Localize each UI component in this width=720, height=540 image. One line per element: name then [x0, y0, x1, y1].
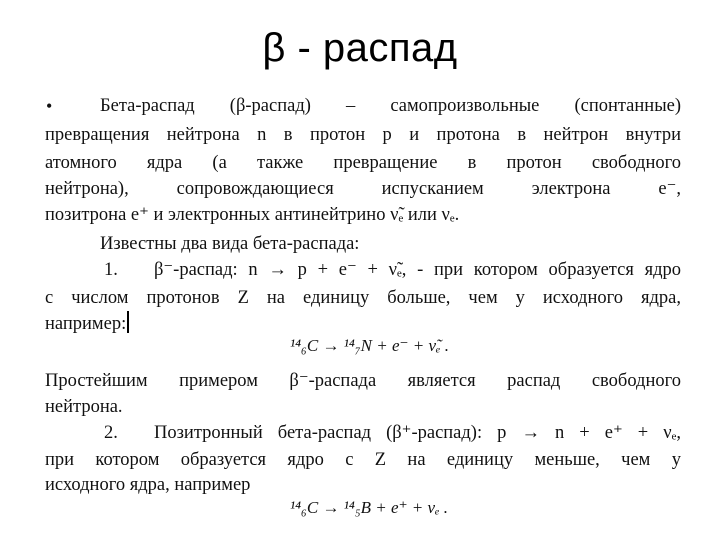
text-line: с числом протонов Z на единицу больше, чем у исходного ядра,	[45, 288, 681, 308]
list-number: 2.	[104, 423, 118, 443]
equation-1: ¹⁴₆C → ¹⁴₇N + e⁻ + ν̃ₑ .	[290, 336, 449, 355]
text-line-content: например:	[45, 314, 127, 334]
text-line: Позитронный бета-распад (β⁺-распад): p → n + e⁺ + νₑ,	[154, 423, 681, 443]
equation-2: ¹⁴₆C → ¹⁴₅B + e⁺ + νₑ .	[290, 498, 449, 517]
text-line: превращения нейтрона n в протон p и протона в нейтрон внутри	[45, 125, 681, 145]
text-cursor	[127, 311, 129, 333]
text-line: Бета-распад (β-распад) – самопроизвольные (спонтанные)	[100, 96, 681, 116]
text-line: исходного ядра, например	[45, 475, 251, 495]
text-line	[45, 311, 681, 336]
list-number: 1.	[104, 260, 118, 280]
text-line: Известны два вида бета-распада:	[100, 234, 360, 254]
text-line: при котором образуется ядро с Z на единицу меньше, чем у	[45, 450, 681, 470]
text-line: β⁻-распад: n → p + e⁻ + ν̃ₑ, - при котором образуется ядро	[154, 260, 681, 280]
text-line: атомного ядра (а также превращение в протон свободного	[45, 153, 681, 173]
text-line: нейтрона), сопровождающиеся испусканием электрона e⁻,	[45, 179, 681, 199]
text-line: позитрона e⁺ и электронных антинейтрино ν̃ₑ или νₑ.	[45, 205, 460, 225]
slide-title: β - распад	[262, 26, 458, 70]
text-line: нейтрона.	[45, 397, 123, 417]
bullet-icon: •	[46, 96, 53, 116]
text-line: Простейшим примером β⁻-распада является распад свободного	[45, 371, 681, 391]
